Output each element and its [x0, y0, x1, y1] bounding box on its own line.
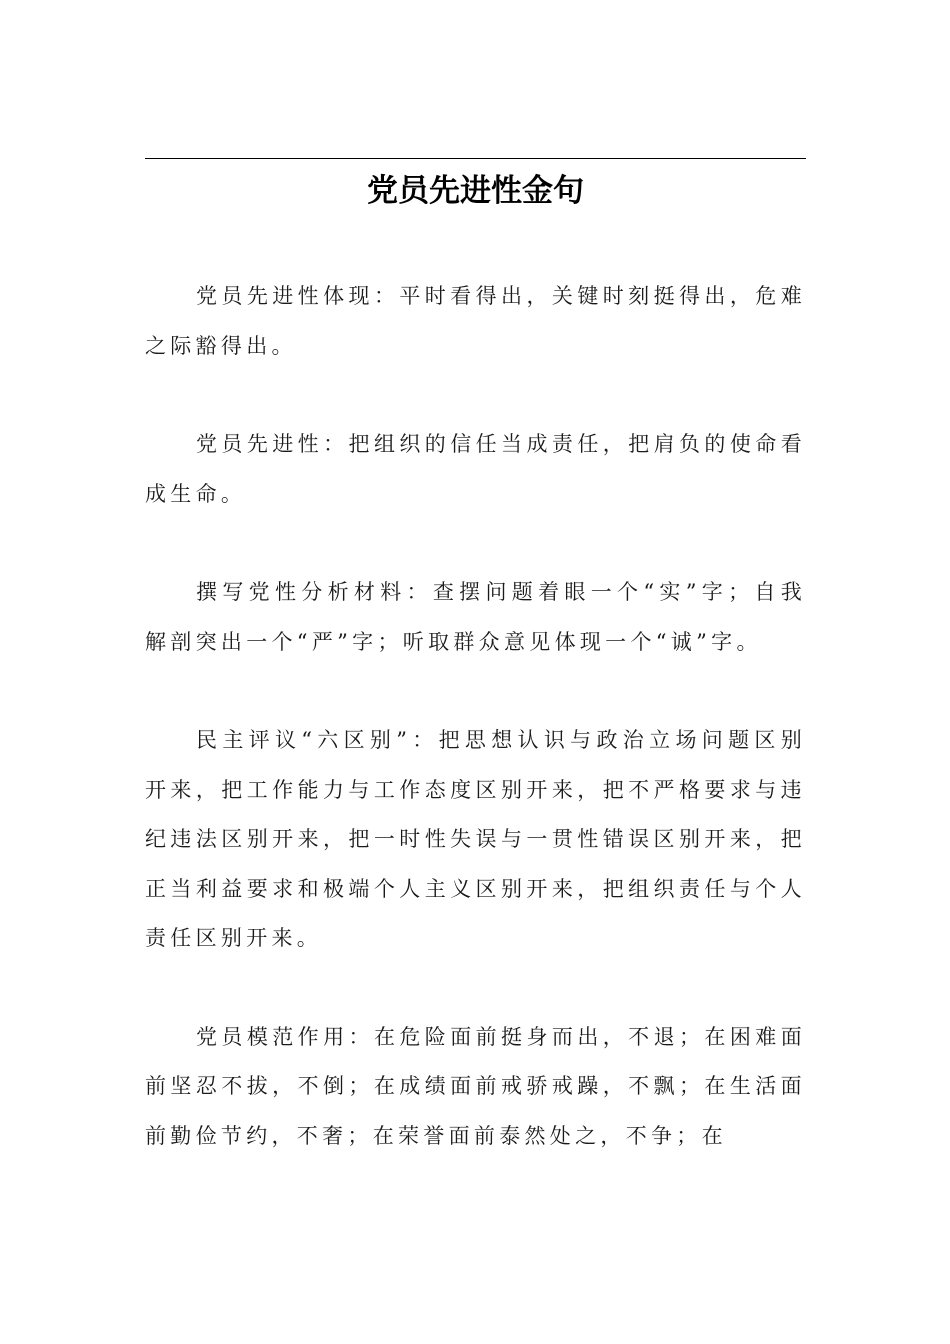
- header-rule: [145, 158, 806, 159]
- paragraph: 党员模范作用：在危险面前挺身而出，不退；在困难面前坚忍不拔，不倒；在成绩面前戒骄戒躁，不飘；在生活面前勤俭节约，不奢；在荣誉面前泰然处之，不争；在: [145, 1024, 806, 1148]
- paragraph: 撰写党性分析材料：查摆问题着眼一个“实”字；自我解剖突出一个“严”字；听取群众意见体现一个“诚”字。: [145, 580, 806, 654]
- paragraph: 党员先进性：把组织的信任当成责任，把肩负的使命看成生命。: [145, 432, 806, 506]
- document-title: 党员先进性金句: [367, 173, 584, 209]
- paragraph: 民主评议“六区别”：把思想认识与政治立场问题区别开来，把工作能力与工作态度区别开来，把不严格要求与违纪违法区别开来，把一时性失误与一贯性错误区别开来，把正当利益要求和极端个人主义区别开来，把组织责任与个人责任区别开来。: [145, 728, 806, 950]
- document-body: [145, 272, 806, 1210]
- paragraph: 党员先进性体现：平时看得出，关键时刻挺得出，危难之际豁得出。: [145, 284, 806, 358]
